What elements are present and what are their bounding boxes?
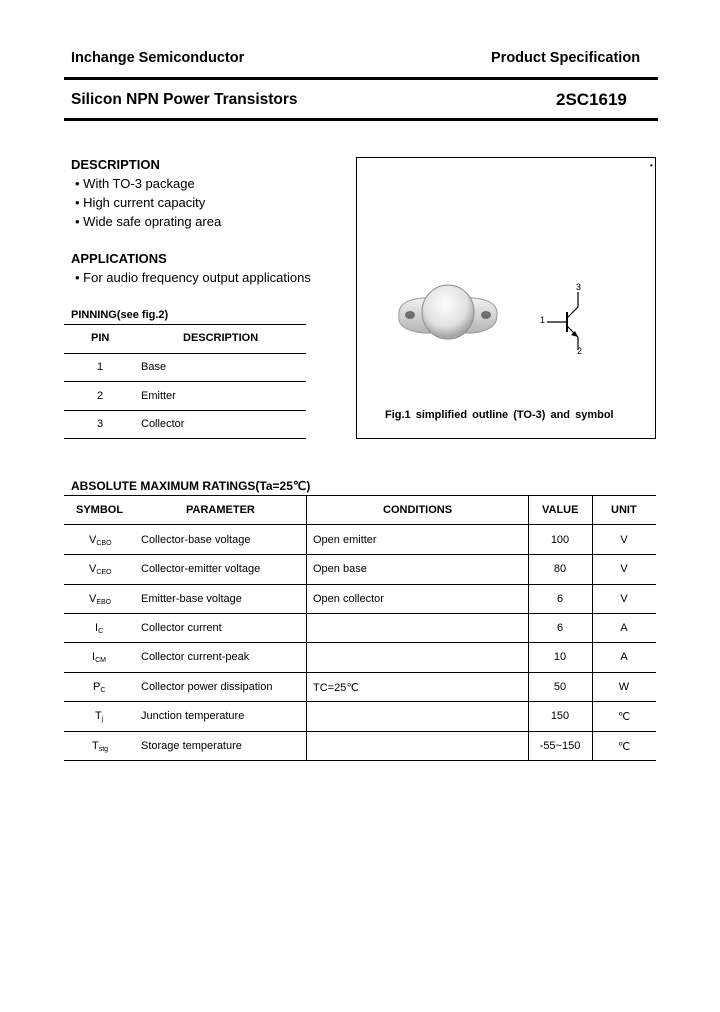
- table-row-value: -55~150: [539, 740, 581, 752]
- applications-item: • For audio frequency output applications: [75, 270, 311, 285]
- table-row-unit: V: [620, 563, 628, 575]
- table-row-parameter: Collector-base voltage: [141, 534, 251, 546]
- table-row-symbol: $I_{CM}$: [92, 651, 106, 664]
- table-row-unit: ℃: [617, 741, 631, 753]
- table-row-parameter: Collector current: [141, 622, 222, 634]
- table-row-unit: V: [620, 593, 628, 605]
- pin-description: Base: [141, 361, 167, 373]
- ratings-header-symbol: SYMBOL: [76, 504, 124, 516]
- pinning-header-pin: PIN: [91, 332, 110, 344]
- description-item: • High current capacity: [75, 195, 206, 210]
- description-item: • Wide safe oprating area: [75, 214, 222, 229]
- table-row-parameter: Collector-emitter voltage: [141, 563, 261, 575]
- pin-description: Emitter: [141, 390, 176, 402]
- table-row-symbol: $V_{CEO}$: [89, 563, 112, 576]
- ratings-header-unit: UNIT: [611, 504, 637, 516]
- table-row-symbol: $V_{EBO}$: [89, 593, 112, 606]
- ratings-header-parameter: PARAMETER: [186, 504, 255, 516]
- table-row-symbol: $P_C$: [93, 681, 106, 694]
- applications-title: APPLICATIONS: [71, 251, 167, 266]
- table-row-unit: V: [620, 534, 628, 546]
- pinning-header-description: DESCRIPTION: [183, 332, 259, 344]
- pin-label-base: 1: [540, 315, 546, 325]
- ratings-title: ABSOLUTE MAXIMUM RATINGS(Ta=25℃): [71, 479, 311, 493]
- table-row-conditions: Open emitter: [313, 534, 377, 546]
- table-row-parameter: Emitter-base voltage: [141, 593, 242, 605]
- table-row-conditions: Open collector: [313, 593, 384, 605]
- table-row-unit: A: [620, 651, 628, 663]
- ratings-header-conditions: CONDITIONS: [383, 504, 453, 516]
- pin-label-collector: 3: [576, 282, 582, 292]
- header-rule-top: [64, 77, 658, 80]
- table-row-unit: W: [618, 681, 630, 693]
- table-row-value: 6: [556, 622, 564, 634]
- table-row-value: 6: [556, 593, 564, 605]
- header-rule-bottom: [64, 118, 658, 121]
- pinning-title: PINNING(see fig.2): [71, 309, 169, 321]
- pin-number: 1: [97, 361, 104, 373]
- company-name: Inchange Semiconductor: [71, 50, 245, 66]
- table-row-symbol: $I_C$: [95, 622, 104, 635]
- table-row-parameter: Collector power dissipation: [141, 681, 273, 693]
- table-row-conditions: Open base: [313, 563, 367, 575]
- part-number: 2SC1619: [556, 90, 627, 109]
- doc-type: Product Specification: [491, 50, 641, 66]
- table-row-unit: ℃: [617, 711, 631, 723]
- table-row-symbol: $T_j$: [95, 710, 104, 723]
- ratings-header-value: VALUE: [542, 504, 579, 516]
- table-row-conditions: TC=25℃: [313, 682, 359, 694]
- table-row-symbol: $T_{stg}$: [92, 740, 109, 753]
- figure-caption: Fig.1 simplified outline (TO-3) and symbol: [385, 409, 614, 421]
- pin-number: 2: [97, 390, 104, 402]
- pin-description: Collector: [141, 418, 185, 430]
- description-item: • With TO-3 package: [75, 176, 195, 191]
- to3-package-image: [393, 278, 503, 348]
- table-row-value: 50: [553, 681, 567, 693]
- table-row-parameter: Collector current-peak: [141, 651, 250, 663]
- description-title: DESCRIPTION: [71, 157, 160, 172]
- table-row-unit: A: [620, 622, 628, 634]
- table-row-value: 80: [553, 563, 567, 575]
- figure-box: • 1 3 2 Fig.1 simplified outline (TO-3) and symbol: [356, 157, 656, 439]
- pin-label-emitter: 2: [577, 346, 583, 356]
- product-line: Silicon NPN Power Transistors: [71, 91, 298, 108]
- table-row-value: 150: [550, 710, 570, 722]
- table-row-value: 100: [550, 534, 570, 546]
- table-row-symbol: $V_{CBO}$: [89, 534, 112, 547]
- table-row-parameter: Junction temperature: [141, 710, 245, 722]
- pin-number: 3: [97, 418, 104, 430]
- table-row-value: 10: [553, 651, 567, 663]
- table-row-parameter: Storage temperature: [141, 740, 242, 752]
